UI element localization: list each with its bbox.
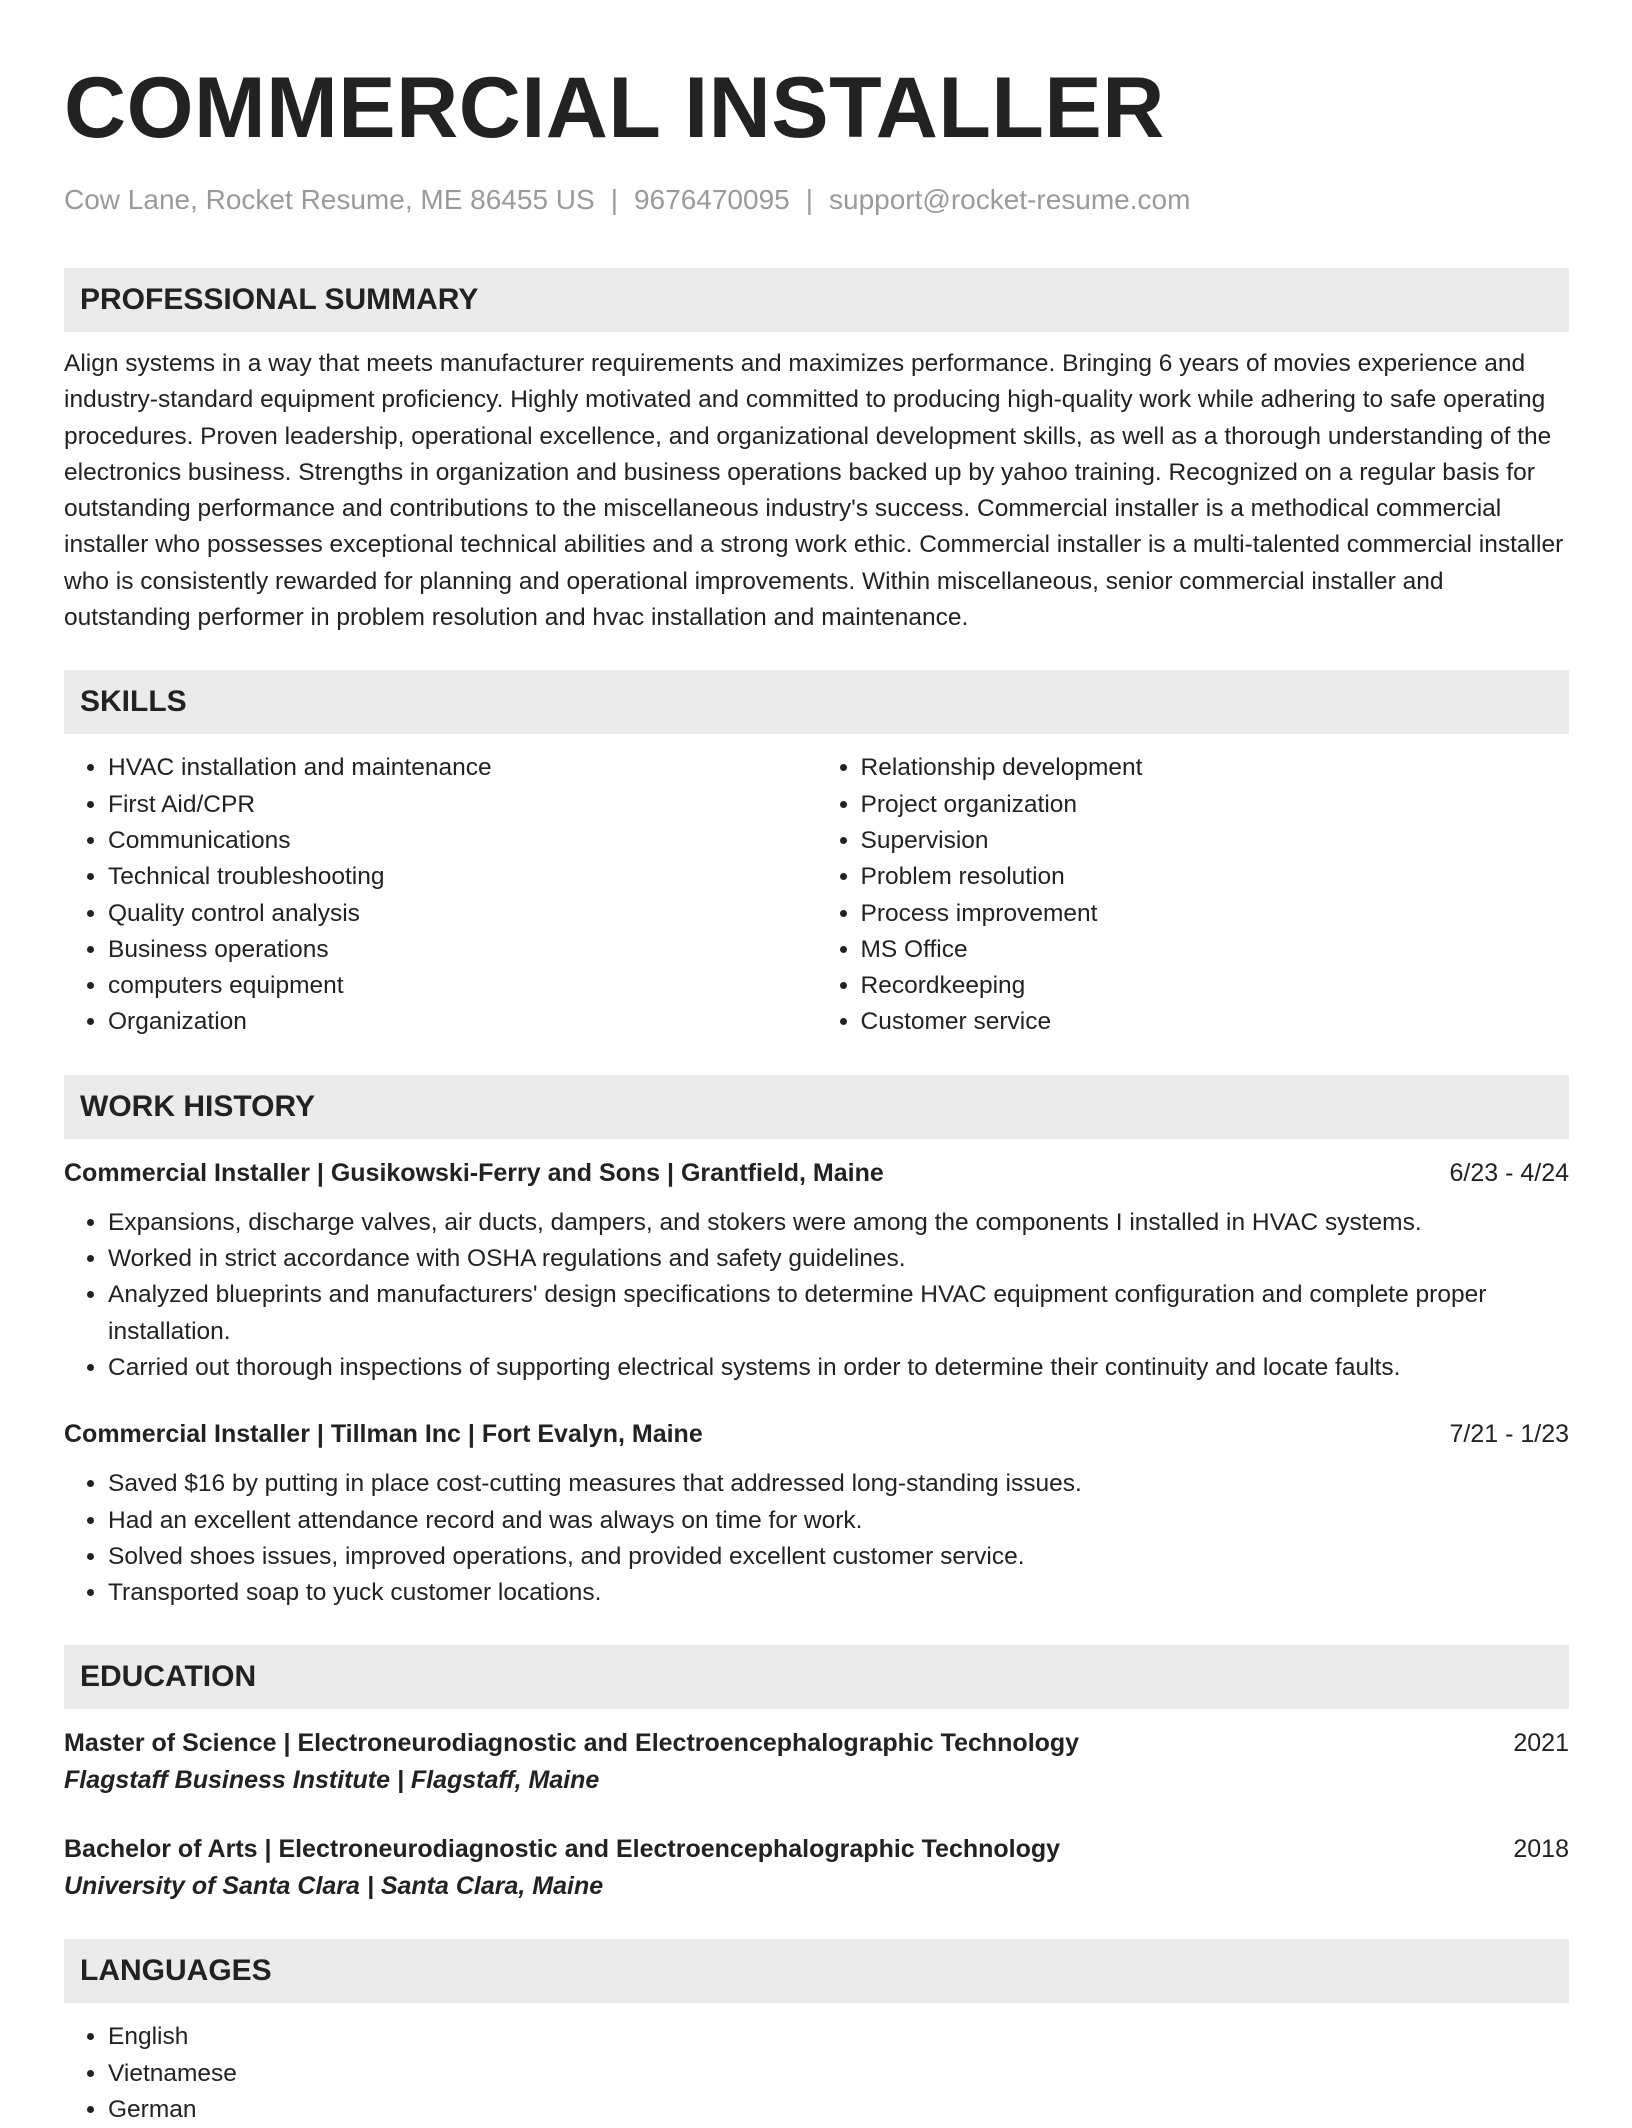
skill-item: • Customer service	[861, 1004, 1570, 1040]
skill-item: • Technical troubleshooting	[108, 859, 817, 895]
skill-item: • Organization	[108, 1004, 817, 1040]
contact-email: support@rocket-resume.com	[829, 184, 1191, 215]
education-heading: EDUCATION	[80, 1660, 257, 1694]
skill-item: • Quality control analysis	[108, 896, 817, 932]
education-year: 2021	[1513, 1729, 1569, 1758]
skill-item: • Project organization	[861, 787, 1570, 823]
contact-address: Cow Lane, Rocket Resume, ME 86455 US	[64, 184, 595, 215]
skill-item: • Business operations	[108, 932, 817, 968]
work-section-header	[64, 1075, 1569, 1139]
contact-separator: |	[610, 184, 618, 215]
job-bullet: • Worked in strict accordance with OSHA regulations and safety guidelines.	[108, 1241, 1569, 1277]
skills-columns	[64, 734, 1569, 1040]
skills-heading: SKILLS	[80, 685, 187, 719]
skills-section-header	[64, 670, 1569, 734]
contact-line	[64, 182, 1569, 218]
skill-item: • computers equipment	[108, 968, 817, 1004]
education-year: 2018	[1513, 1835, 1569, 1864]
skill-item: • Communications	[108, 823, 817, 859]
skills-list-right	[817, 750, 1570, 1040]
job-title: Commercial Installer | Gusikowski-Ferry and Sons | Grantfield, Maine	[64, 1158, 884, 1187]
summary-section-header	[64, 268, 1569, 332]
job-bullet: • Solved shoes issues, improved operations, and provided excellent customer service.	[108, 1539, 1569, 1575]
skill-item: • First Aid/CPR	[108, 787, 817, 823]
summary-text: Align systems in a way that meets manufacturer requirements and maximizes performance. Bringing 6 years of movies experience and industry-standard equipment proficiency. Highly motivated and committed to producing high-quality work while adhering to safe operating procedures. Proven leadership, operational excellence, and organizational development skills, as well as a thorough understanding of the electronics business. Strengths in organization and business operations backed up by yahoo training. Recognized on a regular basis for outstanding performance and contributions to the miscellaneous industry's success. Commercial installer is a methodical commercial installer who possesses exceptional technical abilities and a strong work ethic. Commercial installer is a multi-talented commercial installer who is consistently rewarded for planning and operational improvements. Within miscellaneous, senior commercial installer and outstanding performer in problem resolution and hvac installation and maintenance.	[64, 350, 1564, 632]
education-school: Flagstaff Business Institute | Flagstaff, Maine	[64, 1766, 600, 1795]
education-section-header	[64, 1645, 1569, 1709]
job-title: Commercial Installer | Tillman Inc | Fort Evalyn, Maine	[64, 1420, 703, 1449]
job-entry	[64, 1155, 1569, 1386]
job-bullet: • Saved $16 by putting in place cost-cutting measures that addressed long-standing issues.	[108, 1466, 1569, 1502]
job-bullets	[64, 1205, 1569, 1386]
job-bullet: • Expansions, discharge valves, air ducts, dampers, and stokers were among the components I installed in HVAC systems.	[108, 1205, 1569, 1241]
skill-item: • Recordkeeping	[861, 968, 1570, 1004]
language-item: • Vietnamese	[108, 2056, 1569, 2092]
languages-section-header	[64, 1939, 1569, 2003]
skill-item: • Problem resolution	[861, 859, 1570, 895]
education-header	[64, 1831, 1569, 1867]
language-item: • English	[108, 2019, 1569, 2055]
education-entry	[64, 1831, 1569, 1905]
job-header	[64, 1416, 1569, 1452]
education-entry	[64, 1725, 1569, 1799]
candidate-name: COMMERCIAL INSTALLER	[64, 60, 1165, 156]
job-bullet: • Transported soap to yuck customer locations.	[108, 1575, 1569, 1611]
skill-item: • MS Office	[861, 932, 1570, 968]
skill-item: • Supervision	[861, 823, 1570, 859]
skill-item: • Relationship development	[861, 750, 1570, 786]
job-bullet: • Had an excellent attendance record and was always on time for work.	[108, 1503, 1569, 1539]
skill-item: • HVAC installation and maintenance	[108, 750, 817, 786]
job-dates: 7/21 - 1/23	[1449, 1420, 1569, 1449]
education-degree: Bachelor of Arts | Electroneurodiagnostic and Electroencephalographic Technology	[64, 1835, 1061, 1864]
job-header	[64, 1155, 1569, 1191]
skill-item: • Process improvement	[861, 896, 1570, 932]
languages-heading: LANGUAGES	[80, 1954, 272, 1988]
education-school: University of Santa Clara | Santa Clara, Maine	[64, 1872, 604, 1901]
skills-list-left	[64, 750, 817, 1040]
contact-separator: |	[805, 184, 813, 215]
summary-heading: PROFESSIONAL SUMMARY	[80, 283, 479, 316]
work-heading: WORK HISTORY	[80, 1089, 316, 1123]
education-header	[64, 1725, 1569, 1761]
job-bullets	[64, 1466, 1569, 1611]
education-degree: Master of Science | Electroneurodiagnostic and Electroencephalographic Technology	[64, 1729, 1080, 1758]
job-bullet: • Analyzed blueprints and manufacturers' design specifications to determine HVAC equipment configuration and complete proper installation.	[108, 1277, 1569, 1350]
job-bullet: • Carried out thorough inspections of supporting electrical systems in order to determine their continuity and locate faults.	[108, 1350, 1569, 1386]
job-dates: 6/23 - 4/24	[1449, 1158, 1569, 1187]
contact-phone: 9676470095	[633, 184, 790, 215]
language-item: • German	[108, 2092, 1569, 2128]
job-entry	[64, 1416, 1569, 1611]
